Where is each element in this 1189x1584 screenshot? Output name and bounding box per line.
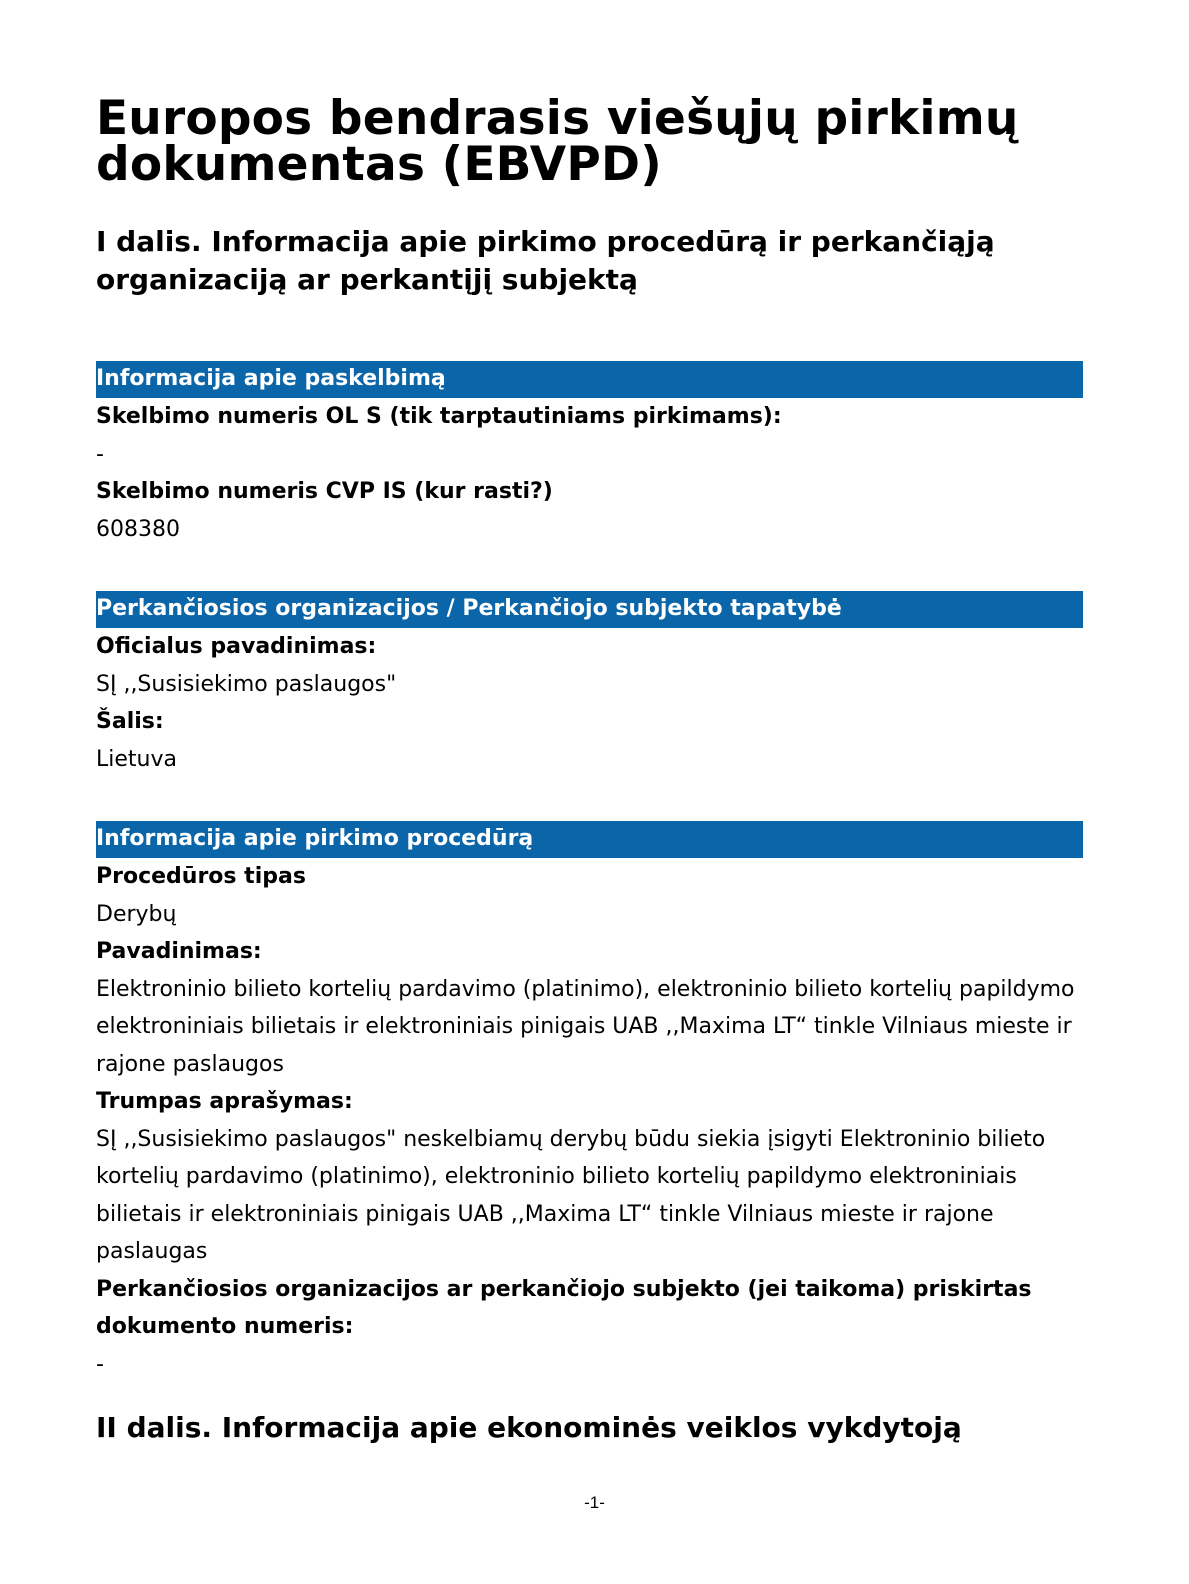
- field-value: SĮ ,,Susisiekimo paslaugos": [96, 671, 397, 697]
- procedure-section: [96, 821, 1083, 1383]
- field-label: Pavadinimas:: [96, 939, 262, 964]
- document-page: [96, 91, 1083, 1447]
- field-label: Oficialus pavadinimas:: [96, 634, 377, 659]
- field-value: -: [96, 441, 104, 467]
- section-header: Informacija apie pirkimo procedūrą: [96, 821, 1083, 858]
- field-label: Skelbimo numeris OL S (tik tarptautiniams pirkimams):: [96, 404, 782, 429]
- field-label: Perkančiosios organizacijos ar perkančiojo subjekto (jei taikoma) priskirtas dokumento numeris:: [96, 1276, 1032, 1339]
- page-number: -1-: [584, 1493, 605, 1512]
- identity-section: [96, 591, 1083, 778]
- field-label: Trumpas aprašymas:: [96, 1089, 353, 1114]
- field-value: Elektroninio bilieto kortelių pardavimo (platinimo), elektroninio bilieto kortelių papildymo elektroniniais bilietais ir elektroniniais pinigais UAB ,,Maxima LT“ tinkle Vilniaus mieste ir rajone paslaugos: [96, 976, 1075, 1077]
- field-value: 608380: [96, 516, 180, 542]
- field-value: Lietuva: [96, 746, 177, 772]
- part2-title: II dalis. Informacija apie ekonominės veiklos vykdytoją: [96, 1411, 962, 1444]
- document-title: Europos bendrasis viešųjų pirkimų dokumentas (EBVPD): [96, 91, 1019, 192]
- field-value: Derybų: [96, 901, 177, 927]
- field-value: SĮ ,,Susisiekimo paslaugos" neskelbiamų derybų būdu siekia įsigyti Elektroninio bilieto kortelių pardavimo (platinimo), elektroninio bilieto kortelių papildymo elektroniniais bilietais ir elektroniniais pinigais UAB ,,Maxima LT“ tinkle Vilniaus mieste ir rajone paslaugas: [96, 1126, 1046, 1264]
- field-label: Procedūros tipas: [96, 864, 306, 889]
- part1-title: I dalis. Informacija apie pirkimo procedūrą ir perkančiąją organizaciją ar perkantįjį subjektą: [96, 225, 995, 296]
- publication-section: [96, 361, 1083, 548]
- field-label: Skelbimo numeris CVP IS (kur rasti?): [96, 479, 553, 504]
- section-header: Informacija apie paskelbimą: [96, 361, 1083, 398]
- section-header: Perkančiosios organizacijos / Perkančiojo subjekto tapatybė: [96, 591, 1083, 628]
- field-value: -: [96, 1351, 104, 1377]
- field-label: Šalis:: [96, 709, 164, 734]
